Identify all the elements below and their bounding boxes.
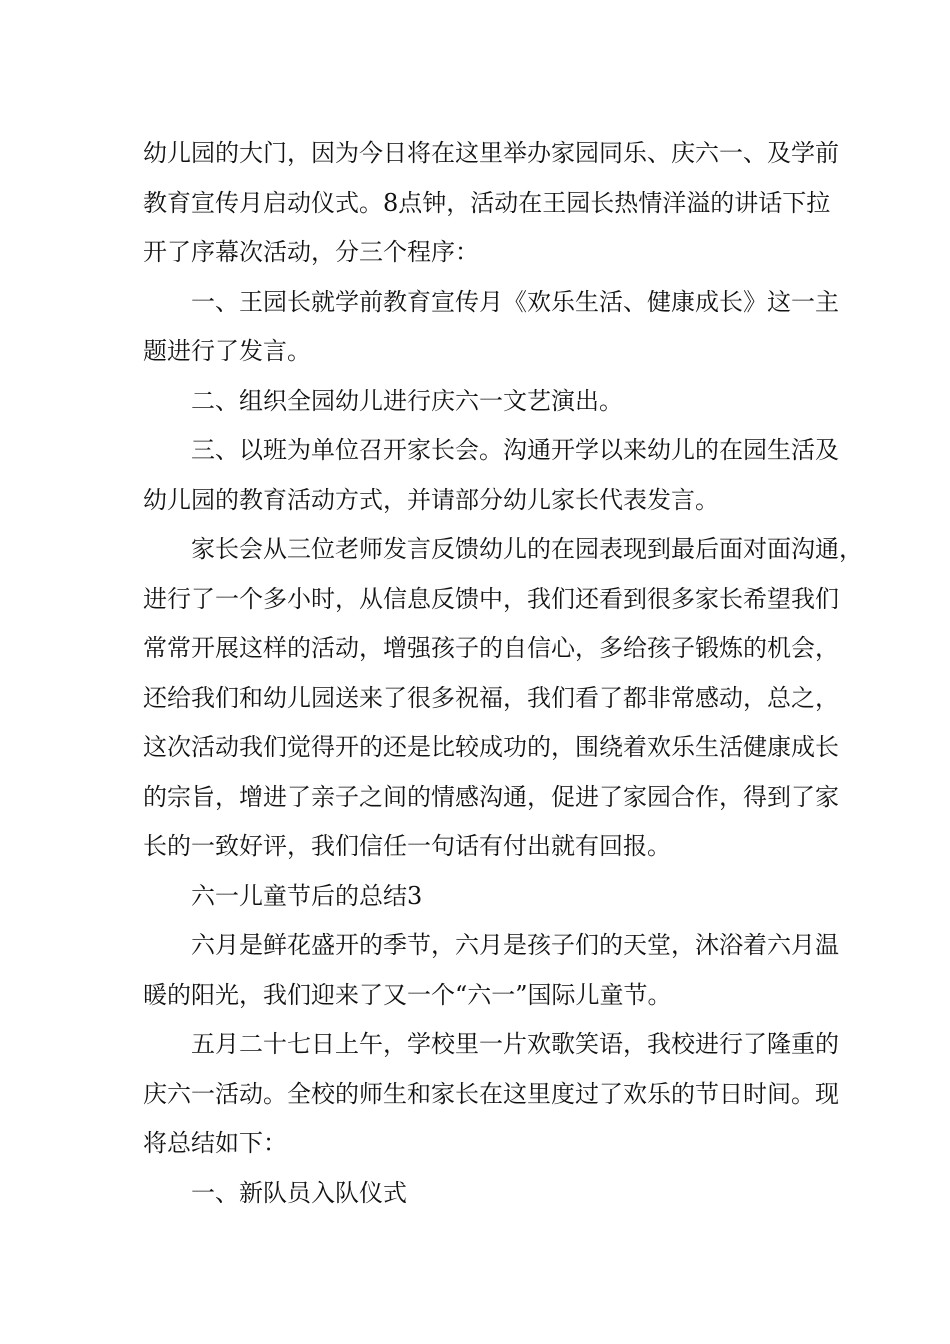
text-line: 幼儿园的大门，因为今日将在这里举办家园同乐、庆六一、及学前	[143, 139, 839, 167]
text-line: 进行了一个多小时，从信息反馈中，我们还看到很多家长希望我们	[143, 584, 839, 613]
text-line: 暖的阳光，我们迎来了又一个“六一”国际儿童节。	[143, 980, 672, 1009]
text-line: 题进行了发言。	[143, 337, 311, 365]
text-line: 五月二十七日上午，学校里一片欢歌笑语，我校进行了隆重的	[191, 1030, 839, 1058]
text-line: 三、以班为单位召开家长会。沟通开学以来幼儿的在园生活及	[191, 436, 839, 464]
text-line: 一、王园长就学前教育宣传月《欢乐生活、健康成长》这一主	[191, 287, 839, 316]
text-line: 这次活动我们觉得开的还是比较成功的，围绕着欢乐生活健康成长	[143, 733, 839, 761]
text-line: 常常开展这样的活动，增强孩子的自信心，多给孩子锻炼的机会，	[143, 634, 839, 662]
text-line: 长的一致好评，我们信任一句话有付出就有回报。	[143, 832, 671, 860]
text-line: 还给我们和幼儿园送来了很多祝福，我们看了都非常感动，总之，	[143, 683, 839, 712]
text-line: 家长会从三位老师发言反馈幼儿的在园表现到最后面对面沟通，	[191, 535, 863, 563]
text-line: 一、新队员入队仪式	[191, 1178, 407, 1207]
section-heading: 六一儿童节后的总结3	[191, 881, 423, 910]
text-line: 庆六一活动。全校的师生和家长在这里度过了欢乐的节日时间。现	[143, 1079, 839, 1108]
text-line: 将总结如下：	[143, 1129, 287, 1157]
text-line: 开了序幕次活动，分三个程序：	[143, 238, 479, 266]
text-line: 教育宣传月启动仪式。8点钟，活动在王园长热情洋溢的讲话下拉	[143, 188, 831, 217]
document-body	[143, 129, 863, 1218]
text-line: 的宗旨，增进了亲子之间的情感沟通，促进了家园合作，得到了家	[143, 782, 839, 811]
text-line: 六月是鲜花盛开的季节，六月是孩子们的天堂，沐浴着六月温	[191, 931, 839, 959]
text-line: 幼儿园的教育活动方式，并请部分幼儿家长代表发言。	[143, 485, 719, 514]
text-line: 二、组织全园幼儿进行庆六一文艺演出。	[191, 386, 623, 415]
